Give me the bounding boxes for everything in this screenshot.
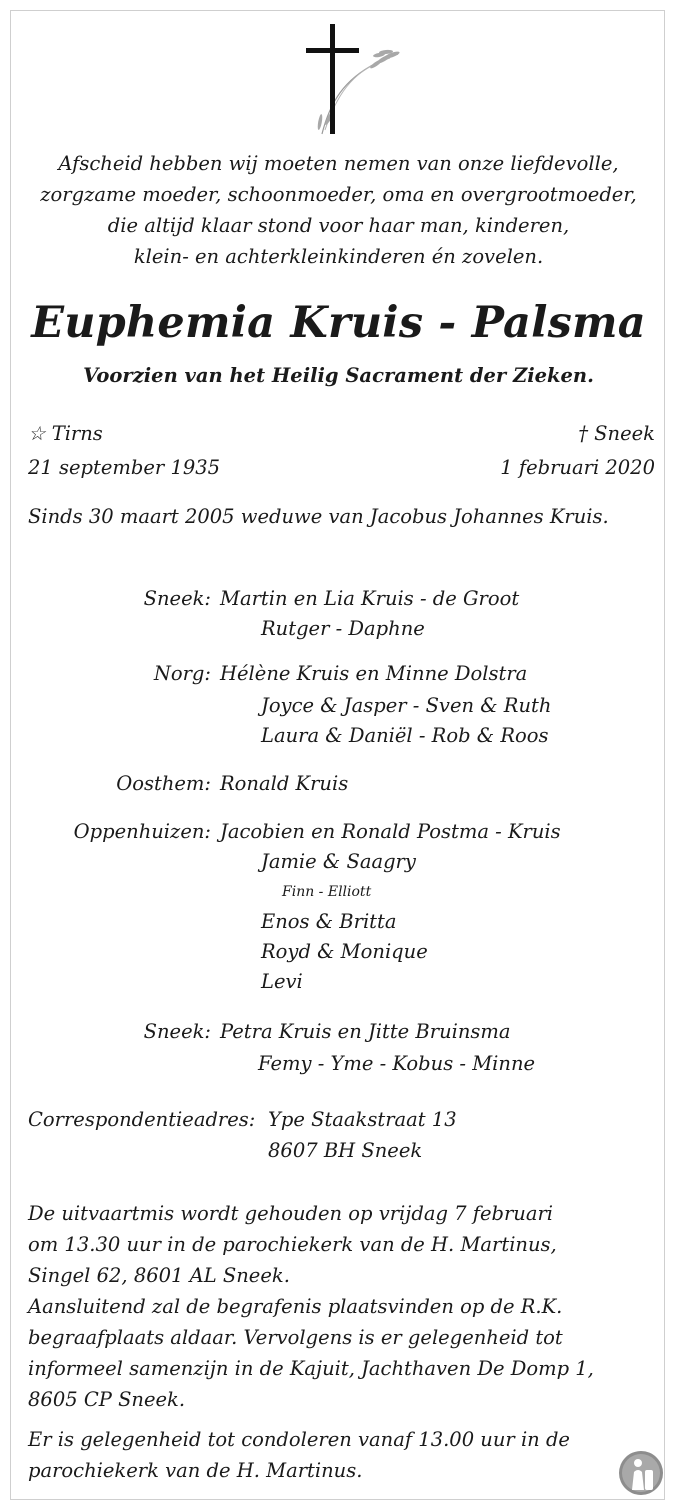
- cross-icon: [300, 22, 410, 138]
- family-kids: Femy - Yme - Kobus - Minne: [258, 1052, 536, 1075]
- family-place: Norg:: [153, 662, 211, 685]
- death-place: † Sneek: [578, 422, 655, 445]
- family-place: Sneek:: [143, 1020, 211, 1043]
- correspondence-city: 8607 BH Sneek: [268, 1139, 423, 1162]
- correspondence-label: Correspondentieadres:: [28, 1108, 256, 1131]
- condolence-info: Er is gelegenheid tot condoleren vanaf 13.00 uur in de parochiekerk van de H. Martinus.: [28, 1428, 570, 1482]
- funeral-info: De uitvaartmis wordt gehouden op vrijdag 7 februari om 13.30 uur in de parochiekerk van de H. Martinus, Singel 62, 8601 AL Sneek. Aansluitend zal de begrafenis plaatsvinden op de R.K. begraafplaats aldaar. Vervolgens is er gelegenheid tot informeel samenzijn in de Kajuit, Jachthaven De Domp 1, 8605 CP Sneek.: [28, 1202, 594, 1411]
- death-date: 1 februari 2020: [500, 456, 655, 479]
- birth-date: 21 september 1935: [28, 456, 221, 479]
- widow-line: Sinds 30 maart 2005 weduwe van Jacobus Johannes Kruis.: [28, 505, 609, 528]
- deceased-name: Euphemia Kruis - Palsma: [31, 298, 646, 348]
- intro-text: Afscheid hebben wij moeten nemen van onze liefdevolle, zorgzame moeder, schoonmoeder, oma en overgrootmoeder, die altijd klaar stond voor haar man, kinderen, klein- en achterkleinkinderen én zovelen.: [40, 152, 637, 268]
- dagger-icon: †: [578, 422, 588, 445]
- family-names: Petra Kruis en Jitte Bruinsma: [220, 1020, 511, 1043]
- birth-place: ☆ Tirns: [28, 422, 103, 445]
- family-names: Hélène Kruis en Minne Dolstra: [220, 662, 528, 685]
- family-kids: Rutger - Daphne: [261, 617, 425, 640]
- family-kids: Jamie & Saagry: [261, 850, 416, 873]
- family-names: Martin en Lia Kruis - de Groot: [220, 587, 520, 610]
- family-kids: Royd & Monique: [261, 940, 428, 963]
- subtitle: Voorzien van het Heilig Sacrament der Zieken.: [83, 364, 594, 387]
- family-place: Sneek:: [143, 587, 211, 610]
- family-kids: Joyce & Jasper - Sven & Ruth: [261, 694, 552, 717]
- family-kids: Laura & Daniël - Rob & Roos: [261, 724, 549, 747]
- family-place: Oppenhuizen:: [73, 820, 211, 843]
- family-greatkids: Finn - Elliott: [282, 884, 372, 900]
- family-names: Ronald Kruis: [220, 772, 349, 795]
- memorial-badge-icon: [618, 1450, 664, 1496]
- family-names: Jacobien en Ronald Postma - Kruis: [220, 820, 561, 843]
- star-icon: ☆: [28, 422, 46, 445]
- family-kids: Enos & Britta: [261, 910, 397, 933]
- correspondence-street: Ype Staakstraat 13: [268, 1108, 457, 1131]
- family-place: Oosthem:: [116, 772, 211, 795]
- family-kids: Levi: [261, 970, 303, 993]
